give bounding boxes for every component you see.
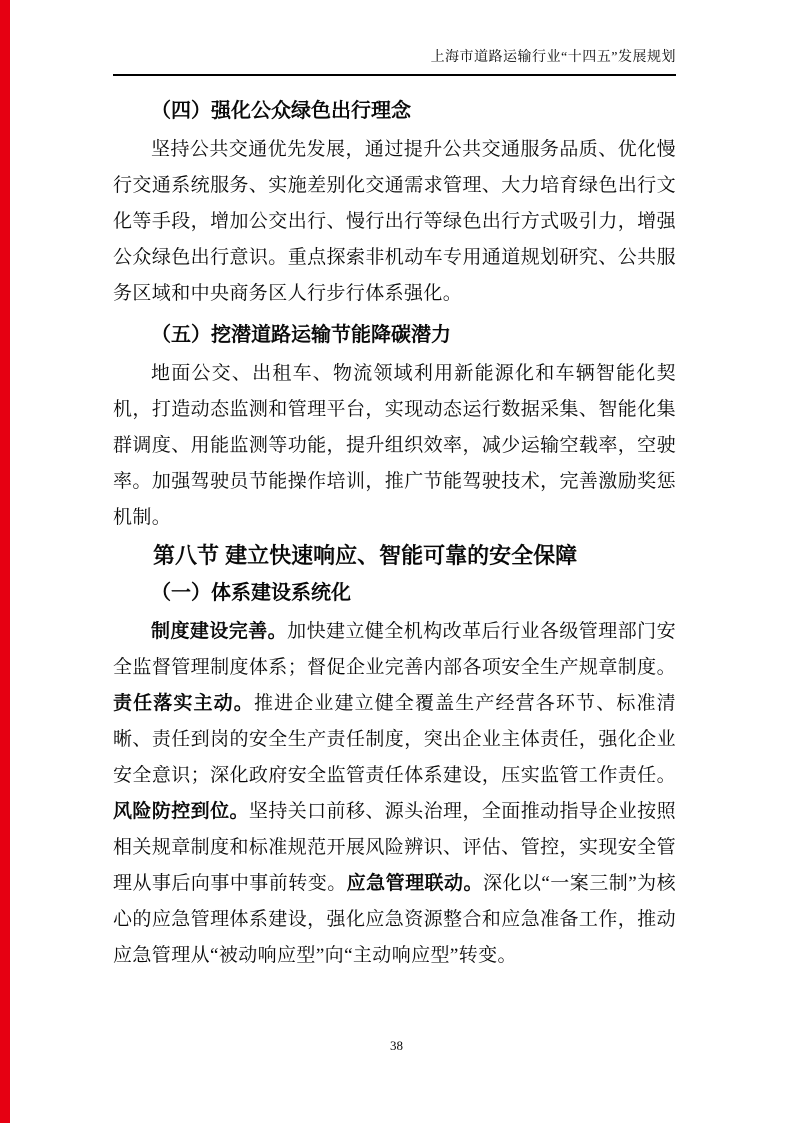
chapter-heading: 第八节 建立快速响应、智能可靠的安全保障	[153, 543, 578, 568]
left-red-strip	[0, 0, 10, 1123]
section-heading-energy-saving: （五）挖潜道路运输节能降碳潜力	[151, 324, 451, 346]
body-text-run: 坚持关口前移、源头治理，全面推动指导企业按照相关规章制度和标准规范开展风险辨识、评估、管控，实现安全管理从事后向事中事前转变。	[113, 801, 676, 894]
body-text-run: 推进企业建立健全覆盖生产经营各环节、标准清晰、责任到岗的安全生产责任制度，突出企业主体责任，强化企业安全意识；深化政府安全监管责任体系建设，压实监管工作责任。	[113, 693, 676, 786]
header-title: 上海市道路运输行业“十四五”发展规划	[430, 50, 676, 65]
page-footer	[0, 1038, 793, 1054]
paragraph-green-travel: 坚持公共交通优先发展，通过提升公共交通服务品质、优化慢行交通系统服务、实施差别化交通需求管理、大力培育绿色出行文化等手段，增加公交出行、慢行出行等绿色出行方式吸引力，增强公众绿色出行意识。重点探索非机动车专用通道规划研究、公共服务区域和中央商务区人行步行体系强化。	[113, 139, 676, 304]
run-in-bold-heading: 应急管理联动。	[346, 873, 483, 894]
page-header	[113, 0, 676, 76]
section-heading-system-building: （一）体系建设系统化	[151, 582, 351, 604]
body-text-run: 深化以“一案三制”为核心的应急管理体系建设，强化应急资源整合和应急准备工作，推动应急管理从“被动响应型”向“主动响应型”转变。	[113, 873, 676, 966]
page-content	[113, 0, 676, 974]
paragraph-system-building	[113, 614, 676, 974]
section-heading-green-travel: （四）强化公众绿色出行理念	[151, 100, 411, 122]
body-text-run: 加快建立健全机构改革后行业各级管理部门安全监督管理制度体系；督促企业完善内部各项安全生产规章制度。	[113, 621, 676, 678]
page-number: 38	[390, 1038, 403, 1053]
run-in-bold-heading: 责任落实主动。	[113, 693, 254, 714]
run-in-bold-heading: 风险防控到位。	[113, 801, 249, 822]
paragraph-energy-saving: 地面公交、出租车、物流领域利用新能源化和车辆智能化契机，打造动态监测和管理平台，实现动态运行数据采集、智能化集群调度、用能监测等功能，提升组织效率，减少运输空载率，空驶率。加强驾驶员节能操作培训，推广节能驾驶技术，完善激励奖惩机制。	[113, 363, 676, 528]
run-in-bold-heading: 制度建设完善。	[151, 621, 288, 642]
